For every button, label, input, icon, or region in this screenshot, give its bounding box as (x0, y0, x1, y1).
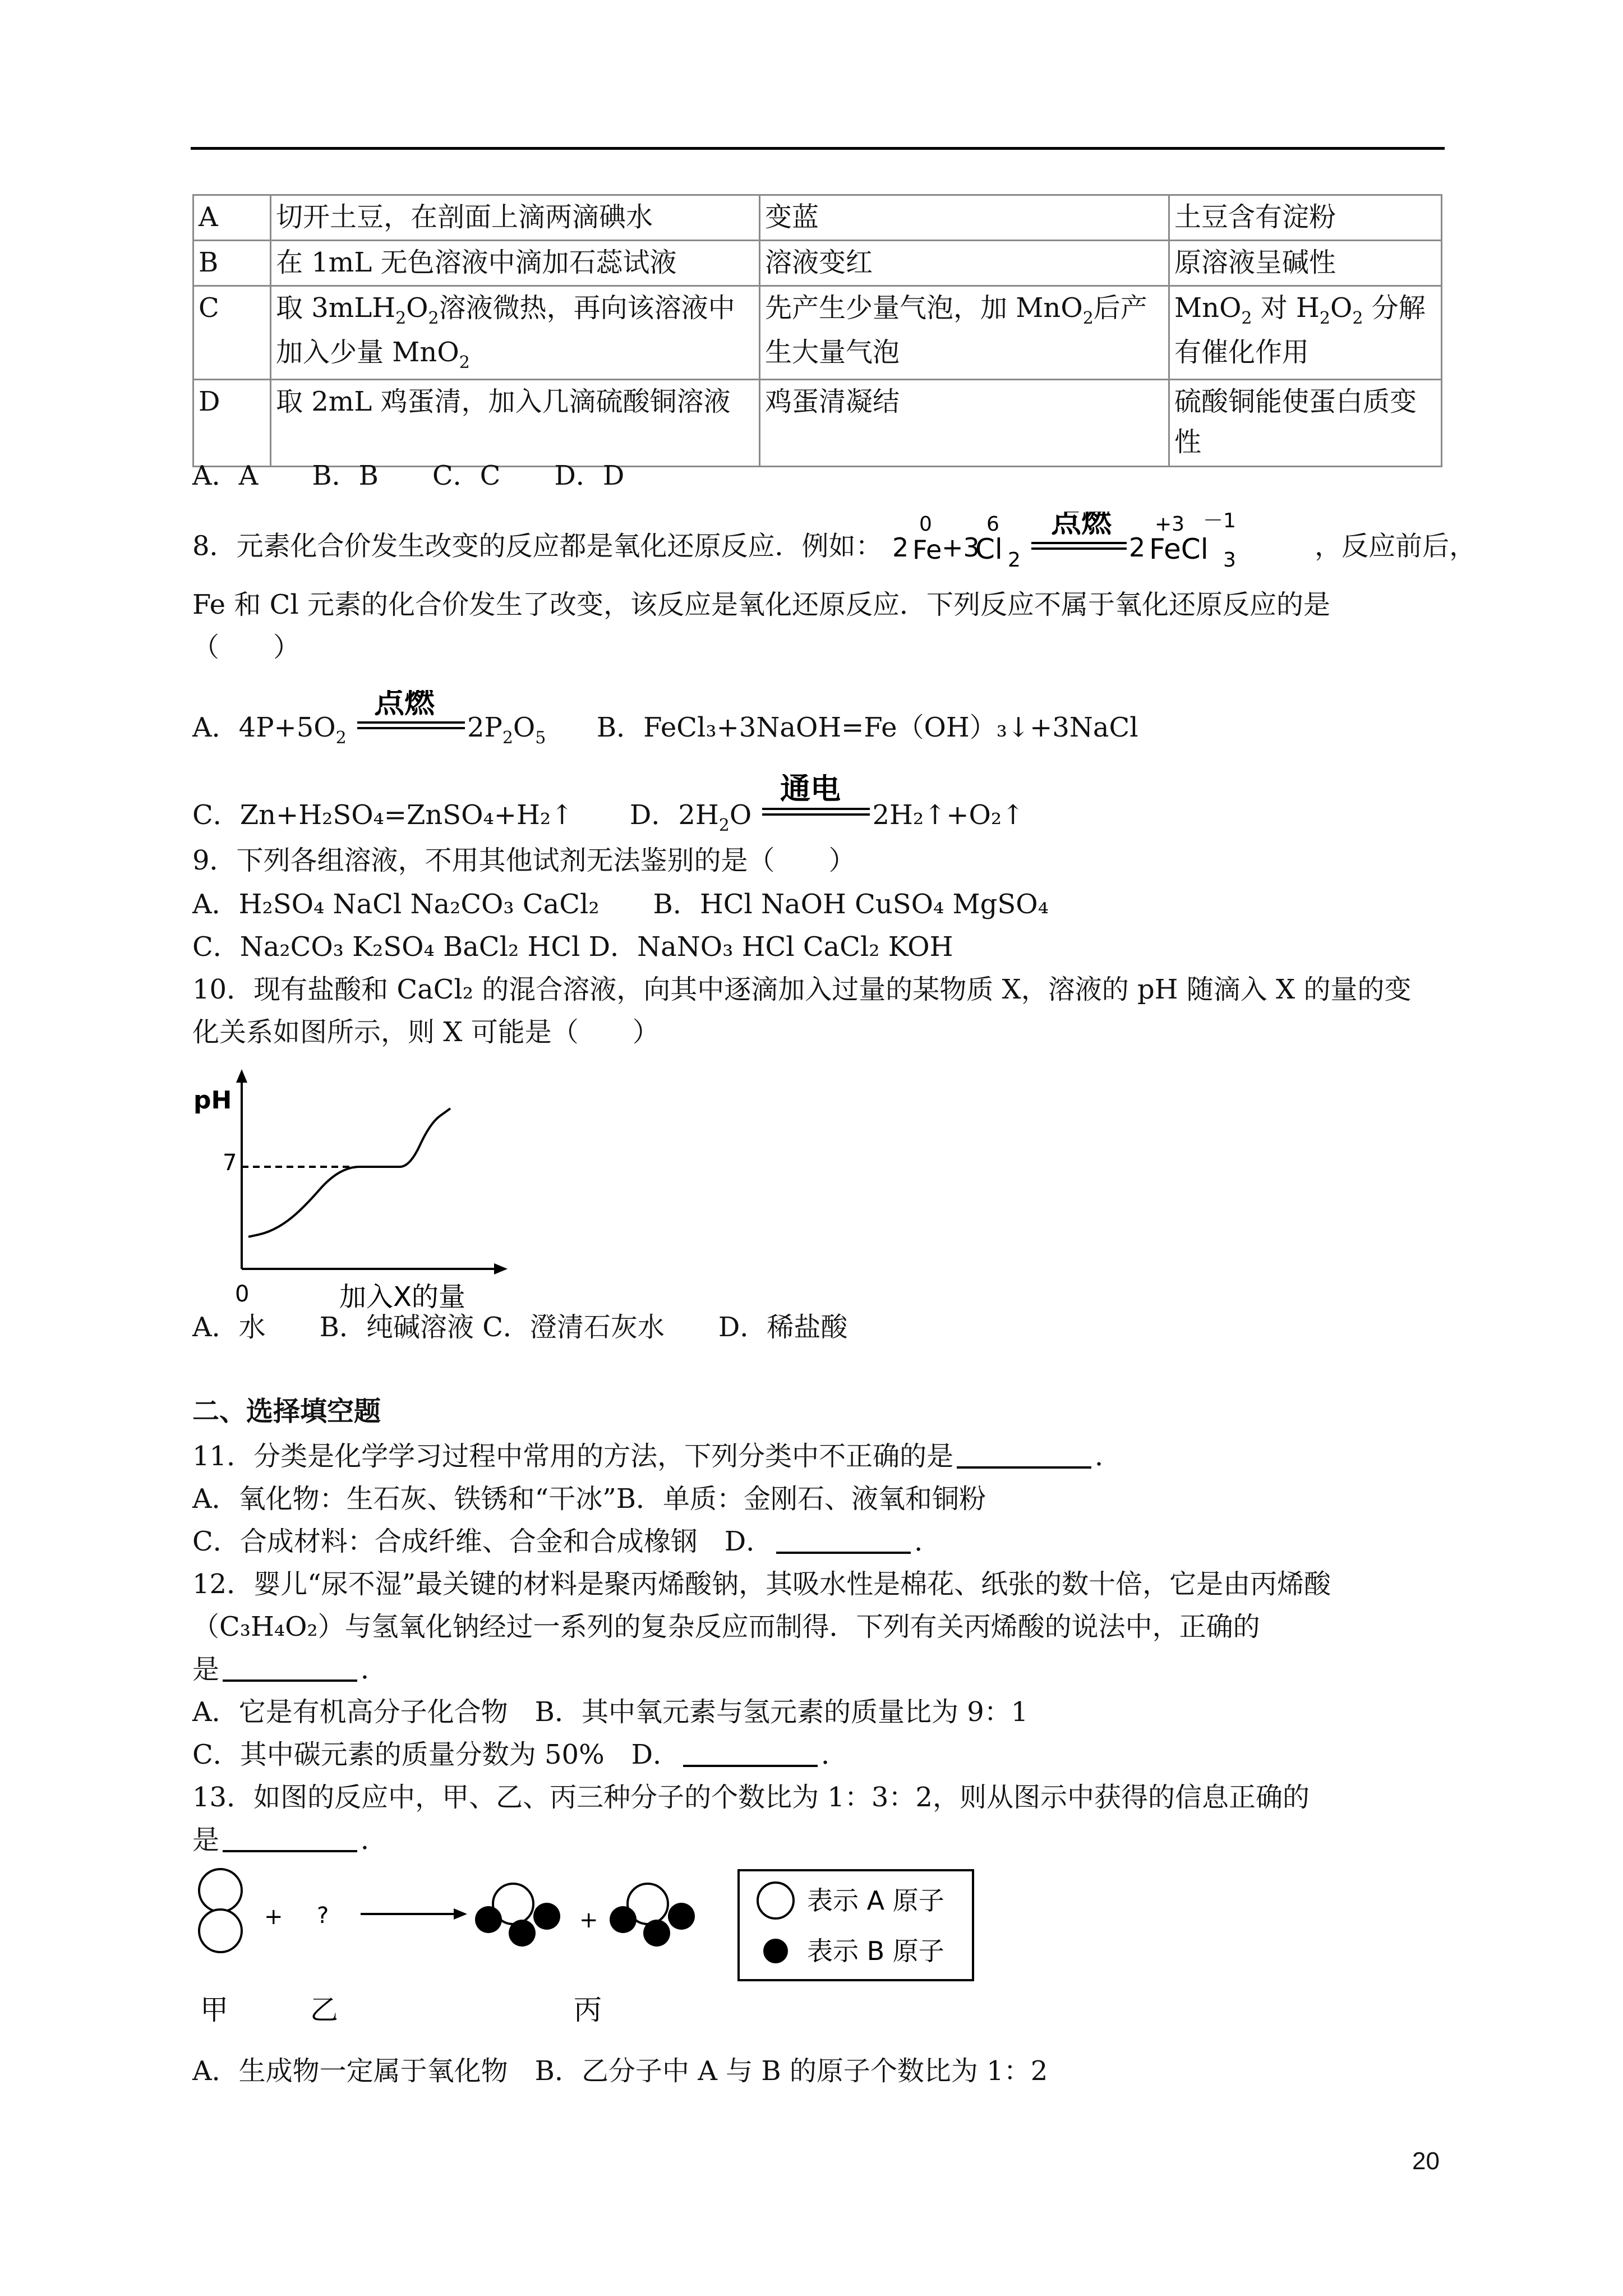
cell-text: MnO (1174, 292, 1242, 324)
q10-options: A．水 B．纯碱溶液 C．澄清石灰水 D．稀盐酸 (192, 1312, 848, 1343)
table-cell: C (193, 286, 271, 380)
q12-line2: （C₃H₄O₂）与氢氧化钠经过一系列的复杂反应而制得．下列有关丙烯酸的说法中，正确的 (192, 1611, 1260, 1642)
q7-options: A．A B．B C．C D．D (192, 460, 625, 491)
subscript: 2 (502, 728, 513, 748)
q11-stem-text: 11．分类是化学学习过程中常用的方法，下列分类中不正确的是 (192, 1441, 954, 1472)
cell-text: O (1330, 292, 1353, 324)
unknown-reactant: ? (317, 1903, 329, 1929)
plus-sign: + (579, 1907, 598, 1933)
subscript: 2 (1241, 309, 1252, 328)
table-cell: 切开土豆，在剖面上滴两滴碘水 (271, 195, 760, 241)
answer-blank[interactable] (957, 1438, 1091, 1469)
y-axis-arrow (236, 1069, 247, 1083)
table-cell: 鸡蛋清凝结 (760, 380, 1169, 467)
q9-stem: 9．下列各组溶液，不用其他试剂无法鉴别的是（ ） (192, 845, 856, 876)
q8-stem-end: ，反应前后， (1315, 530, 1477, 562)
ph-chart (192, 1066, 518, 1313)
answer-blank[interactable] (223, 1822, 357, 1852)
q11-stem (192, 1436, 1122, 1476)
subscript: 2 (1082, 309, 1094, 328)
table-cell: 土豆含有淀粉 (1169, 195, 1442, 241)
q13-line2-end: ． (361, 1824, 388, 1856)
q12-option-c: C．其中碳元素的质量分数为 50% D． (192, 1739, 680, 1770)
table-cell (271, 286, 760, 380)
eq-fe3-ox: +3 (1154, 513, 1184, 536)
eq-fecl-sub: 3 (1223, 549, 1236, 572)
q12-line3-text: 是 (192, 1654, 220, 1685)
q8-options-ab (192, 690, 1138, 752)
table-cell: 在 1mL 无色溶液中滴加石蕊试液 (271, 241, 760, 286)
condition-arrow (355, 690, 467, 752)
table-cell (1169, 286, 1442, 380)
atom-b (668, 1903, 695, 1930)
cell-text: 后产生大量气泡 (765, 292, 1147, 368)
q11-options-cd (192, 1521, 941, 1562)
table-row (193, 195, 1442, 241)
option-a-product: 2P (467, 712, 502, 743)
table-cell: A (193, 195, 271, 241)
option-d-product: 2H₂↑+O₂↑ (872, 799, 1025, 831)
option-a-product: O (513, 712, 536, 743)
answer-blank[interactable] (223, 1651, 357, 1682)
eq-cl: Cl (975, 533, 1003, 565)
cell-text: 取 3mLH (276, 292, 396, 324)
subscript: 2 (718, 816, 730, 835)
atom-b (533, 1903, 560, 1930)
cell-text: O (406, 292, 428, 324)
table-cell (760, 286, 1169, 380)
q11-stem-end: ． (1095, 1441, 1122, 1472)
atom-b (643, 1920, 670, 1947)
eq-plus: +3 (941, 532, 980, 563)
option-a: A．4P+5O (192, 712, 336, 743)
subscript: 2 (459, 353, 470, 372)
legend-a-label: 表示 A 原子 (807, 1885, 944, 1916)
reaction-diagram (192, 1868, 989, 2053)
subscript: 2 (1319, 309, 1330, 328)
q13-line2 (192, 1820, 388, 1860)
condition-arrow (760, 774, 872, 839)
q8-stem: 8．元素化合价发生改变的反应都是氧化还原反应．例如： (192, 530, 883, 562)
table-cell: 原溶液呈碱性 (1169, 241, 1442, 286)
atom-a (199, 1869, 242, 1912)
table-row (193, 286, 1442, 380)
subscript: 2 (395, 309, 407, 328)
eq-fe: Fe (912, 535, 942, 565)
x-axis-arrow (494, 1263, 508, 1274)
answer-blank[interactable] (683, 1737, 818, 1767)
q9-options-ab: A．H₂SO₄ NaCl Na₂CO₃ CaCl₂ B．HCl NaOH CuSO₄ MgSO₄ (192, 889, 1049, 920)
option-d-mid: O (729, 799, 752, 831)
cell-text: 溶液微热，再向该溶液中加入少量 MnO (276, 292, 735, 368)
eq-condition: 点燃 (374, 690, 435, 720)
q12-line3 (192, 1649, 388, 1690)
eq-condition: 点燃 (1050, 512, 1112, 539)
electrolysis-condition (760, 774, 872, 828)
options-table (192, 194, 1442, 467)
option-b: B．FeCl₃+3NaOH=Fe（OH）₃↓+3NaCl (596, 712, 1138, 743)
page-number: 20 (1412, 2147, 1440, 2175)
eq-cl-ox: 6 (986, 513, 999, 536)
q10-line1: 10．现有盐酸和 CaCl₂ 的混合溶液，向其中逐滴加入过量的某物质 X，溶液的 pH 随滴入 X 的量的变 (192, 974, 1412, 1005)
q8-line2: Fe 和 Cl 元素的化合价发生了改变，该反应是氧化还原反应．下列反应不属于氧化还原反应的是 (192, 589, 1330, 620)
q12-option-end: ． (821, 1739, 849, 1770)
q13-line2-text: 是 (192, 1824, 220, 1856)
table-cell: 硫酸铜能使蛋白质变性 (1169, 380, 1442, 467)
option-d: D．2H (629, 799, 719, 831)
eq-fe-ox: 0 (919, 513, 932, 536)
atom-b (509, 1920, 536, 1947)
table-row (193, 380, 1442, 467)
label-jia: 甲 (200, 1994, 228, 2026)
table-cell: D (193, 380, 271, 467)
origin-label: 0 (235, 1281, 250, 1307)
q11-option-end: ． (914, 1526, 942, 1557)
q12-options-cd (192, 1734, 848, 1775)
q9-options-cd: C．Na₂CO₃ K₂SO₄ BaCl₂ HCl D．NaNO₃ HCl CaCl₂ KOH (192, 931, 953, 963)
eq-coef: 2 (892, 532, 909, 563)
eq-coef: 2 (1128, 532, 1146, 563)
subscript: 5 (535, 728, 546, 748)
subscript: 2 (335, 728, 347, 748)
legend-atom-b (763, 1939, 788, 1963)
header-rule (191, 147, 1445, 150)
label-bing: 丙 (574, 1994, 602, 2026)
table-row (193, 241, 1442, 286)
plus-sign: + (264, 1904, 283, 1930)
q12-line1: 12．婴儿“尿不湿”最关键的材料是聚丙烯酸钠，其吸水性是棉花、纸张的数十倍，它是由丙烯酸 (192, 1568, 1331, 1600)
atom-b (610, 1906, 637, 1933)
q8-line3: （ ） (192, 632, 301, 663)
atom-a (199, 1910, 242, 1952)
eq-cl-sub: 2 (1007, 549, 1021, 572)
burn-condition (355, 690, 467, 740)
table-cell: 溶液变红 (760, 241, 1169, 286)
q8-equation (891, 512, 1306, 585)
fe-cl-equation (891, 512, 1306, 573)
reaction-arrow-head (454, 1908, 467, 1920)
chart-marks (242, 1108, 450, 1237)
section-title: 二、选择填空题 (192, 1396, 381, 1427)
eq-cl-minus: －1 (1202, 512, 1236, 532)
label-yi: 乙 (310, 1994, 338, 2026)
legend-atom-a (758, 1883, 794, 1918)
y-tick-label: 7 (223, 1150, 237, 1176)
q11-options-ab: A．氧化物：生石灰、铁锈和“干冰”B．单质：金刚石、液氧和铜粉 (192, 1483, 986, 1515)
option-c: C．Zn+H₂SO₄=ZnSO₄+H₂↑ (192, 799, 574, 831)
cell-text: 先产生少量气泡，加 MnO (765, 292, 1083, 324)
q11-option-c: C．合成材料：合成纤维、合金和合成橡钢 D． (192, 1526, 773, 1557)
eq-condition: 通电 (780, 774, 841, 806)
ph-curve (248, 1108, 450, 1237)
q13-line1: 13．如图的反应中，甲、乙、丙三种分子的个数比为 1：3：2，则从图示中获得的信息正确的 (192, 1782, 1310, 1813)
q10-line2: 化关系如图所示，则 X 可能是（ ） (192, 1016, 660, 1048)
y-axis-label: pH (193, 1086, 232, 1115)
table-cell: 取 2mL 鸡蛋清，加入几滴硫酸铜溶液 (271, 380, 760, 467)
q8-options-cd (192, 774, 1024, 839)
eq-fecl: FeCl (1149, 533, 1209, 565)
answer-blank[interactable] (776, 1524, 911, 1554)
legend-b-label: 表示 B 原子 (807, 1936, 944, 1966)
subscript: 2 (428, 309, 439, 328)
cell-text: 对 H (1252, 292, 1320, 324)
q12-line3-end: ． (361, 1654, 388, 1685)
q8-line1 (192, 512, 1476, 585)
subscript: 2 (1352, 309, 1363, 328)
atom-b (475, 1906, 502, 1933)
cell-text: 分解有催化作用 (1174, 292, 1426, 368)
q12-options-ab: A．它是有机高分子化合物 B．其中氧元素与氢元素的质量比为 9：1 (192, 1696, 1029, 1728)
table-cell: 变蓝 (760, 195, 1169, 241)
q13-options: A．生成物一定属于氧化物 B．乙分子中 A 与 B 的原子个数比为 1：2 (192, 2055, 1048, 2087)
x-axis-label: 加入X的量 (339, 1281, 465, 1313)
table-cell: B (193, 241, 271, 286)
